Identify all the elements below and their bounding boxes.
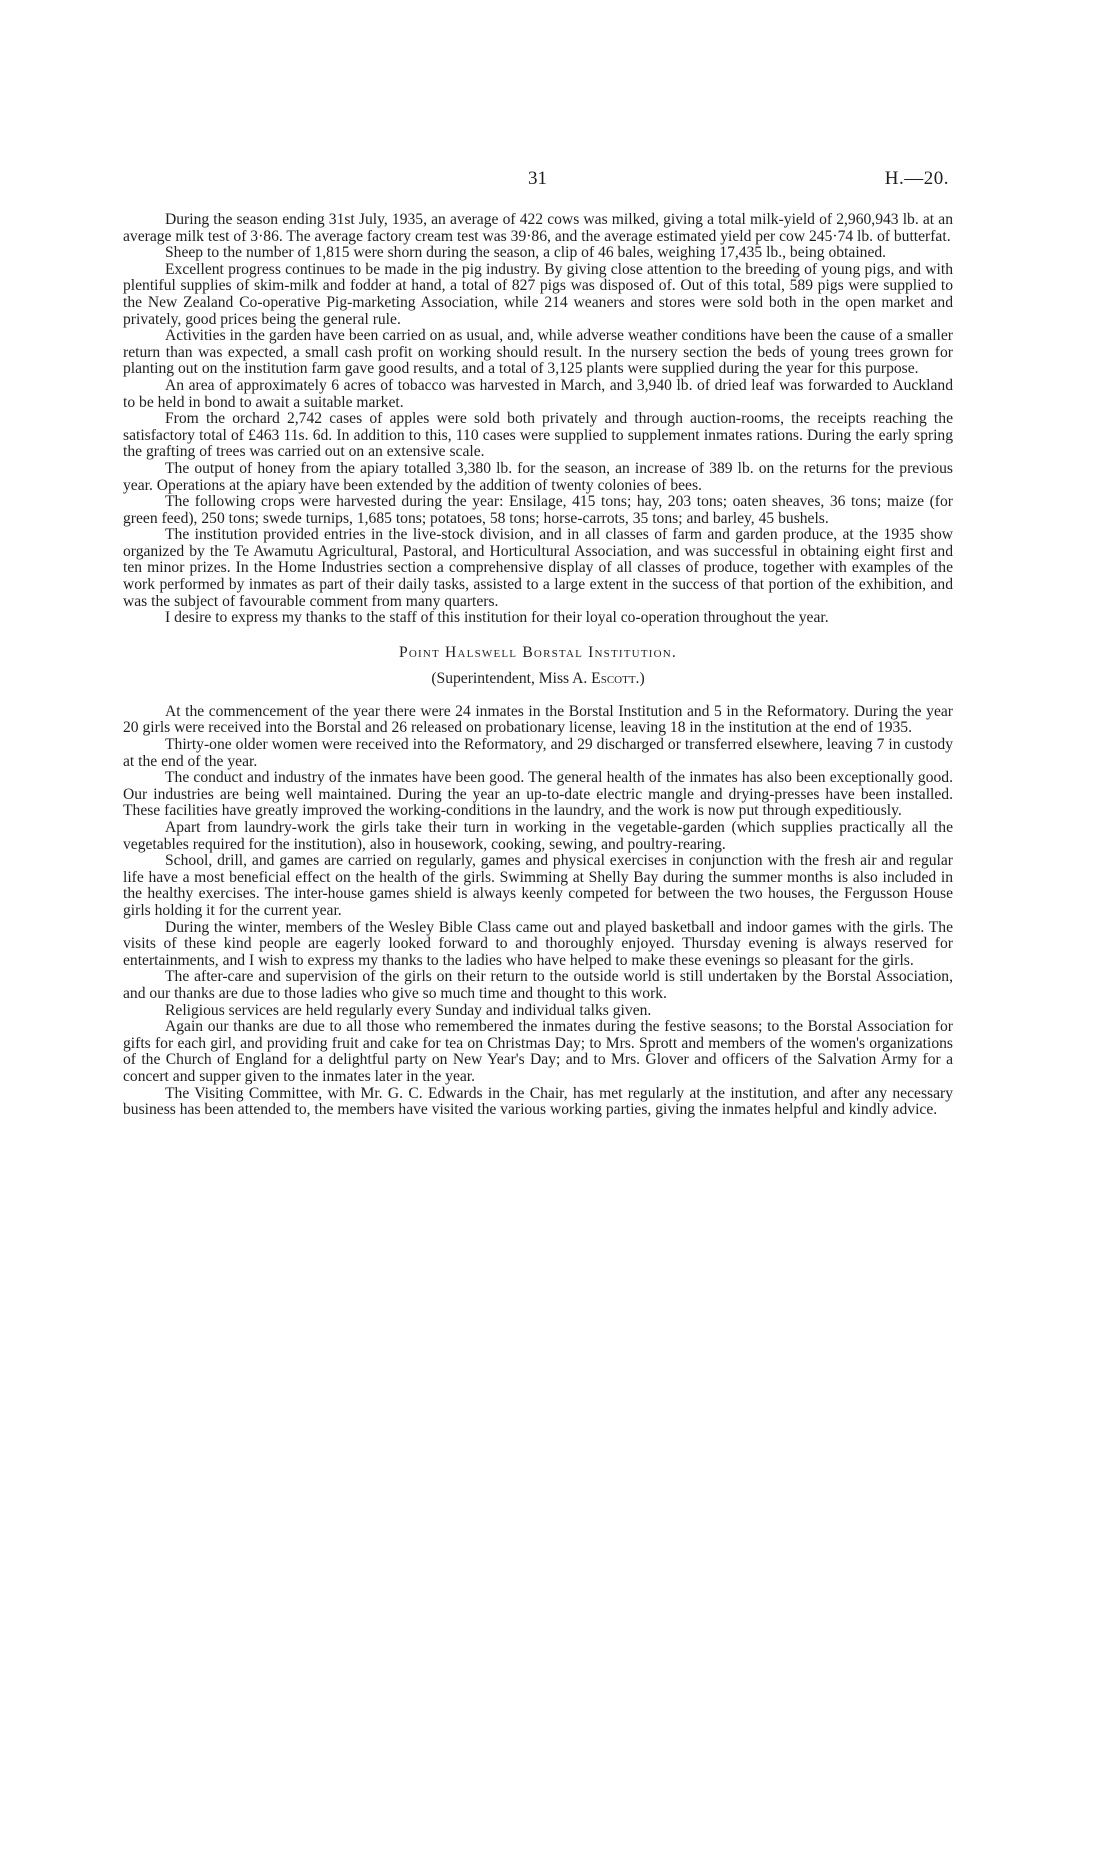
subheading-prefix: (Superintendent, Miss A. — [431, 669, 592, 687]
paragraph-reformatory: Thirty-one older women were received into the Reformatory, and 29 discharged or transferred elsewhere, leaving 7 in custody at the end of the year. — [123, 736, 953, 770]
section-subheading — [123, 670, 953, 688]
paragraph-school-games: School, drill, and games are carried on regularly, games and physical exercises in conjunction with the fresh air and regular life have a most beneficial effect on the health of the girls. Swimming at Shelly Bay during the summer months is also included in the healthy exercises. The inter-house games shield is always keenly competed for between the two houses, the Fergusson House girls holding it for the current year. — [123, 852, 953, 919]
paragraph-sheep: Sheep to the number of 1,815 were shorn during the season, a clip of 46 bales, weighing 17,435 lb., being obtained. — [165, 244, 887, 262]
paragraph-garden: Activities in the garden have been carried on as usual, and, while adverse weather conditions have been the cause of a smaller return than was expected, a small cash profit on working should result. In the nursery section the beds of young trees grown for planting out on the institution farm gave good results, and a total of 3,125 plants were supplied during the year for this purpose. — [123, 327, 953, 378]
subheading-suffix: .) — [635, 669, 645, 687]
paragraph-conduct: The conduct and industry of the inmates have been good. The general health of the inmates has also been exceptionally good. Our industries are being well maintained. During the year an up-to-date electric mangle and drying-presses have been installed. These facilities have greatly improved the working-conditions in the laundry, and the work is now put through expeditiously. — [123, 769, 953, 820]
paragraph-inmates-count: At the commencement of the year there were 24 inmates in the Borstal Institution and 5 in the Reformatory. During the year 20 girls were received into the Borstal and 26 released on probationary license, leaving 18 in the institution at the end of 1935. — [123, 702, 953, 737]
paragraph-visiting-committee: The Visiting Committee, with Mr. G. C. Edwards in the Chair, has met regularly at the institution, and after any necessary business has been attended to, the members have visited the various working parties, giving the inmates helpful and kindly advice. — [123, 1084, 953, 1119]
paragraph-winter: During the winter, members of the Wesley Bible Class came out and played basketball and indoor games with the girls. The visits of these kind people are eagerly looked forward to and thoroughly enjoyed. Thursday evening is always reserved for entertainments, and I wish to express my thanks to the ladies who have helped to make these evenings so pleasant for the girls. — [123, 918, 953, 969]
paragraph-dairy: During the season ending 31st July, 1935, an average of 422 cows was milked, giving a total milk-yield of 2,960,943 lb. at an average milk test of 3·86. The average factory cream test was 39·86, and the average estimated yield per cow 245·74 lb. of butterfat. — [123, 211, 953, 245]
paragraph-crops: The following crops were harvested during the year: Ensilage, 415 tons; hay, 203 tons; oaten sheaves, 36 tons; maize (for green feed), 250 tons; swede turnips, 1,685 tons; potatoes, 58 tons; horse-carrots, 35 tons; and barley, 45 bushels. — [123, 493, 953, 527]
paragraph-apiary: The output of honey from the apiary totalled 3,380 lb. for the season, an increase of 389 lb. on the returns for the previous year. Operations at the apiary have been extended by the addition of twenty colonies of bees. — [123, 459, 953, 494]
paragraph-pigs: Excellent progress continues to be made in the pig industry. By giving close attention to the breeding of young pigs, and with plentiful supplies of skim-milk and fodder at hand, a total of 827 pigs was disposed of. Out of this total, 589 pigs were supplied to the New Zealand Co-operative Pig-marketing Association, while 214 weaners and stores were sold both in the open market and privately, good prices being the general rule. — [123, 260, 953, 328]
page-number: 31 — [528, 168, 547, 189]
paragraph-work: Apart from laundry-work the girls take their turn in working in the vegetable-garden (which supplies practically all the vegetables required for the institution), also in housework, cooking, sewing, and poultry-rearing. — [123, 819, 953, 853]
paragraph-tobacco: An area of approximately 6 acres of tobacco was harvested in March, and 3,940 lb. of dried leaf was forwarded to Auckland to be held in bond to await a suitable market. — [123, 376, 953, 411]
paragraph-thanks-festive: Again our thanks are due to all those who remembered the inmates during the festive seasons; to the Borstal Association for gifts for each girl, and providing fruit and cake for tea on Christmas Day; to Mrs. Sprott and members of the women's organizations of the Church of England for a delightful party on New Year's Day; and to Mrs. Glover and officers of the Salvation Army for a concert and supper given to the inmates later in the year. — [123, 1018, 953, 1085]
paragraph-orchard: From the orchard 2,742 cases of apples were sold both privately and through auction-rooms, the receipts reaching the satisfactory total of £463 11s. 6d. In addition to this, 110 cases were supplied to supplement inmates rations. During the early spring the grafting of trees was carried out on an extensive scale. — [123, 410, 953, 461]
paragraph-after-care: The after-care and supervision of the girls on their return to the outside world is still undertaken by the Borstal Association, and our thanks are due to those ladies who give so much time and thought to this work. — [123, 968, 953, 1002]
paragraph-show: The institution provided entries in the live-stock division, and in all classes of farm and garden produce, at the 1935 show organized by the Te Awamutu Agricultural, Pastoral, and Horticultural Association, and was successful in obtaining eight first and ten minor prizes. In the Home Industries section a comprehensive display of all classes of produce, together with examples of the work performed by inmates as part of their daily tasks, assisted to a large extent in the success of that portion of the exhibition, and was the subject of favourable comment from many quarters. — [123, 526, 953, 610]
paragraph-thanks-staff: I desire to express my thanks to the staff of this institution for their loyal co-operation throughout the year. — [165, 609, 829, 627]
superintendent-name: Escott — [591, 669, 636, 687]
document-body — [123, 212, 953, 1119]
section-heading: Point Halswell Borstal Institution. — [399, 643, 677, 661]
series-code: H.—20. — [884, 168, 949, 189]
paragraph-religious: Religious services are held regularly every Sunday and individual talks given. — [165, 1001, 652, 1019]
page-header — [0, 168, 1114, 198]
